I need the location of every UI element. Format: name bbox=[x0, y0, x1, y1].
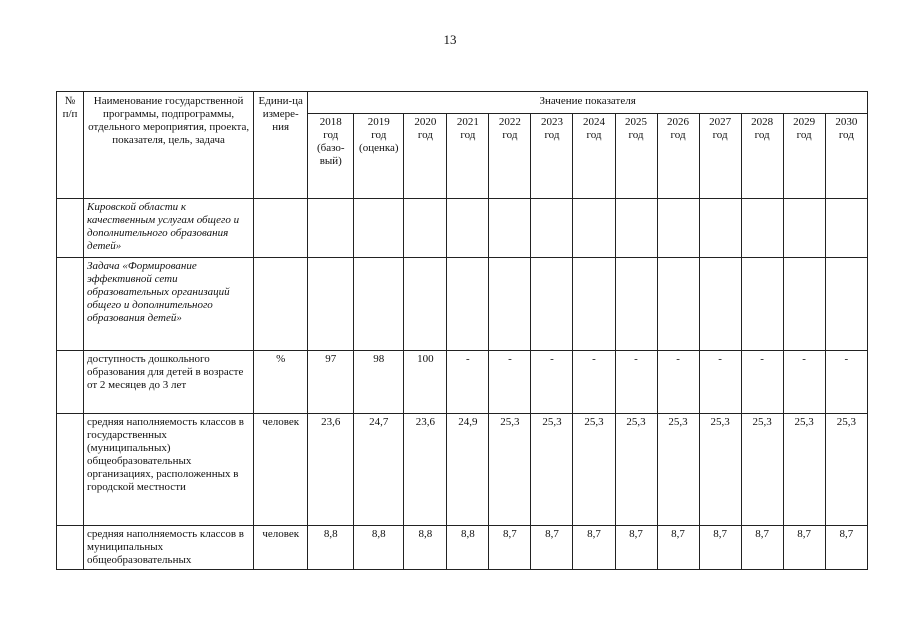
value-cell: 8,7 bbox=[741, 526, 783, 570]
header-year-11 bbox=[783, 114, 825, 199]
value-cell: 23,6 bbox=[404, 414, 447, 526]
row-unit-cell bbox=[254, 199, 308, 258]
header-year-suffix: год bbox=[460, 128, 476, 141]
value-cell: - bbox=[531, 351, 573, 414]
value-cell bbox=[573, 258, 615, 351]
row-name-cell: средняя наполняемость классов в государственных (муниципальных) общеобразовательных организациях, расположенных в городской местности bbox=[84, 414, 254, 526]
header-year-suffix: год bbox=[712, 128, 728, 141]
table-row bbox=[57, 351, 868, 414]
header-year-5 bbox=[531, 114, 573, 199]
row-number-cell bbox=[57, 258, 84, 351]
value-cell bbox=[699, 199, 741, 258]
value-cell: 23,6 bbox=[308, 414, 354, 526]
header-year-value: 2030 bbox=[835, 116, 858, 128]
row-name-cell: Задача «Формирование эффективной сети образовательных организаций общего и дополнительного образования детей» bbox=[84, 258, 254, 351]
table-row bbox=[57, 258, 868, 351]
header-number: № п/п bbox=[57, 92, 84, 199]
value-cell bbox=[825, 199, 867, 258]
header-year-suffix: год (базо-вый) bbox=[316, 128, 345, 167]
value-cell: 100 bbox=[404, 351, 447, 414]
value-cell bbox=[615, 258, 657, 351]
header-year-12 bbox=[825, 114, 867, 199]
header-year-value: 2029 bbox=[793, 116, 816, 128]
value-cell: 8,7 bbox=[573, 526, 615, 570]
value-cell: 25,3 bbox=[741, 414, 783, 526]
value-cell: 8,7 bbox=[489, 526, 531, 570]
row-unit-cell: % bbox=[254, 351, 308, 414]
header-year-suffix: год bbox=[417, 128, 433, 141]
row-number-cell bbox=[57, 199, 84, 258]
header-year-4 bbox=[489, 114, 531, 199]
value-cell bbox=[354, 199, 404, 258]
value-cell: 25,3 bbox=[615, 414, 657, 526]
value-cell: 24,7 bbox=[354, 414, 404, 526]
header-year-suffix: год bbox=[628, 128, 644, 141]
value-cell bbox=[308, 199, 354, 258]
header-year-0 bbox=[308, 114, 354, 199]
value-cell bbox=[447, 258, 489, 351]
table-row bbox=[57, 526, 868, 570]
value-cell: 8,8 bbox=[354, 526, 404, 570]
header-year-9 bbox=[699, 114, 741, 199]
table-row bbox=[57, 199, 868, 258]
value-cell: 8,8 bbox=[308, 526, 354, 570]
row-unit-cell bbox=[254, 258, 308, 351]
value-cell: - bbox=[699, 351, 741, 414]
header-values-title: Значение показателя bbox=[308, 92, 868, 114]
value-cell: 98 bbox=[354, 351, 404, 414]
value-cell bbox=[447, 199, 489, 258]
header-year-value: 2022 bbox=[498, 116, 521, 128]
value-cell: - bbox=[741, 351, 783, 414]
value-cell: 25,3 bbox=[573, 414, 615, 526]
value-cell: 25,3 bbox=[699, 414, 741, 526]
value-cell bbox=[489, 199, 531, 258]
header-year-6 bbox=[573, 114, 615, 199]
header-year-suffix: год bbox=[670, 128, 686, 141]
row-unit-cell: человек bbox=[254, 414, 308, 526]
header-unit: Едини-ца измере-ния bbox=[254, 92, 308, 199]
value-cell bbox=[308, 258, 354, 351]
header-year-value: 2023 bbox=[540, 116, 563, 128]
value-cell: - bbox=[615, 351, 657, 414]
header-year-3 bbox=[447, 114, 489, 199]
header-year-value: 2025 bbox=[625, 116, 648, 128]
value-cell: 8,7 bbox=[657, 526, 699, 570]
value-cell: 8,7 bbox=[531, 526, 573, 570]
header-year-value: 2021 bbox=[456, 116, 479, 128]
value-cell bbox=[615, 199, 657, 258]
row-unit-cell: человек bbox=[254, 526, 308, 570]
value-cell: - bbox=[447, 351, 489, 414]
row-name-cell: доступность дошкольного образования для детей в возрасте от 2 месяцев до 3 лет bbox=[84, 351, 254, 414]
value-cell bbox=[741, 199, 783, 258]
header-year-10 bbox=[741, 114, 783, 199]
value-cell: - bbox=[573, 351, 615, 414]
value-cell: 97 bbox=[308, 351, 354, 414]
value-cell bbox=[354, 258, 404, 351]
value-cell: 8,7 bbox=[825, 526, 867, 570]
header-year-1 bbox=[354, 114, 404, 199]
value-cell bbox=[783, 199, 825, 258]
value-cell bbox=[783, 258, 825, 351]
row-number-cell bbox=[57, 351, 84, 414]
header-year-value: 2026 bbox=[667, 116, 690, 128]
value-cell: 8,8 bbox=[447, 526, 489, 570]
header-year-suffix: год bbox=[796, 128, 812, 141]
value-cell: 8,8 bbox=[404, 526, 447, 570]
value-cell bbox=[489, 258, 531, 351]
value-cell: 25,3 bbox=[531, 414, 573, 526]
header-year-value: 2018 bbox=[319, 116, 342, 128]
header-year-suffix: год bbox=[838, 128, 854, 141]
header-name: Наименование государственной программы, подпрограммы, отдельного мероприятия, проекта, показателя, цель, задача bbox=[84, 92, 254, 199]
value-cell bbox=[741, 258, 783, 351]
value-cell bbox=[657, 258, 699, 351]
value-cell: 25,3 bbox=[489, 414, 531, 526]
value-cell: - bbox=[783, 351, 825, 414]
row-number-cell bbox=[57, 414, 84, 526]
value-cell: 25,3 bbox=[657, 414, 699, 526]
value-cell bbox=[404, 258, 447, 351]
value-cell bbox=[531, 258, 573, 351]
value-cell: - bbox=[825, 351, 867, 414]
value-cell bbox=[531, 199, 573, 258]
header-year-8 bbox=[657, 114, 699, 199]
value-cell: 8,7 bbox=[615, 526, 657, 570]
value-cell bbox=[699, 258, 741, 351]
header-year-value: 2019 bbox=[367, 116, 390, 128]
header-year-value: 2020 bbox=[414, 116, 437, 128]
page-number: 13 bbox=[443, 32, 457, 47]
row-name-cell: Кировской области к качественным услугам общего и дополнительного образования детей» bbox=[84, 199, 254, 258]
value-cell: 8,7 bbox=[783, 526, 825, 570]
header-year-suffix: год (оценка) bbox=[359, 128, 399, 154]
value-cell: 8,7 bbox=[699, 526, 741, 570]
value-cell bbox=[404, 199, 447, 258]
row-number-cell bbox=[57, 526, 84, 570]
header-year-value: 2024 bbox=[582, 116, 605, 128]
header-year-7 bbox=[615, 114, 657, 199]
header-year-suffix: год bbox=[544, 128, 560, 141]
header-year-suffix: год bbox=[502, 128, 518, 141]
header-year-value: 2028 bbox=[751, 116, 774, 128]
row-name-cell: средняя наполняемость классов в муниципальных общеобразовательных bbox=[84, 526, 254, 570]
value-cell bbox=[657, 199, 699, 258]
value-cell: 25,3 bbox=[825, 414, 867, 526]
table-row bbox=[57, 414, 868, 526]
header-year-suffix: год bbox=[754, 128, 770, 141]
value-cell: 25,3 bbox=[783, 414, 825, 526]
value-cell: 24,9 bbox=[447, 414, 489, 526]
header-year-2 bbox=[404, 114, 447, 199]
header-year-suffix: год bbox=[586, 128, 602, 141]
header-year-value: 2027 bbox=[709, 116, 732, 128]
value-cell: - bbox=[657, 351, 699, 414]
value-cell: - bbox=[489, 351, 531, 414]
indicator-table bbox=[56, 91, 868, 570]
value-cell bbox=[573, 199, 615, 258]
value-cell bbox=[825, 258, 867, 351]
